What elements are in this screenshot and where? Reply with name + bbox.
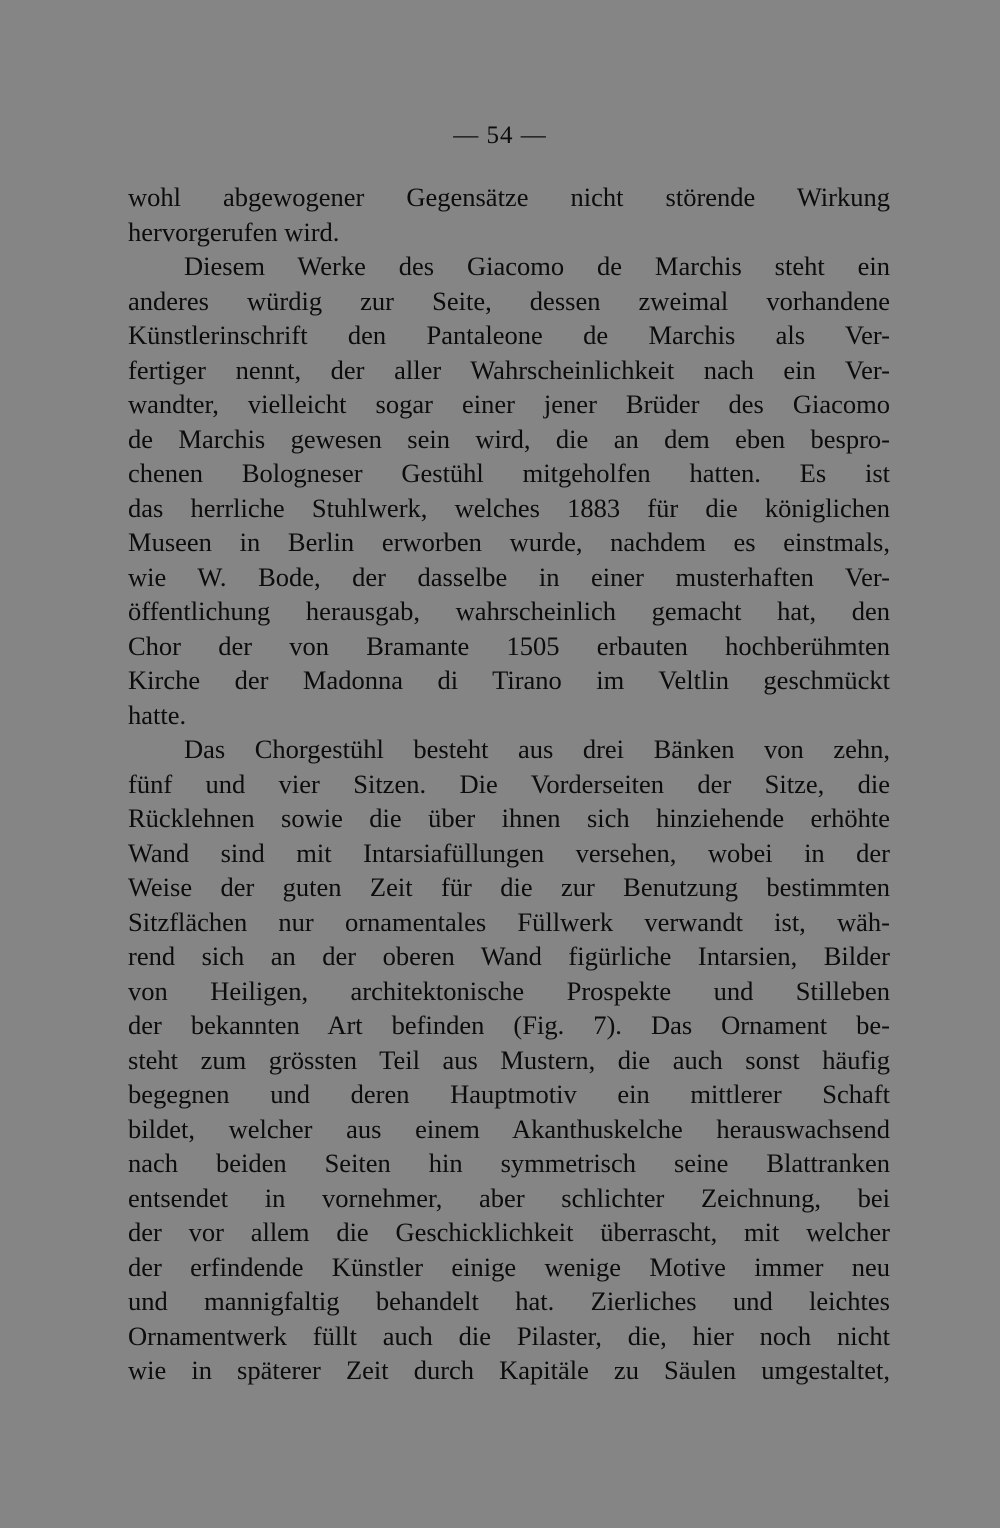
text-line: wie W. Bode, der dasselbe in einer musterhaften Ver- [128, 561, 890, 592]
text-line: und mannigfaltig behandelt hat. Zierliches und leichtes [128, 1286, 890, 1316]
text-line: öffentlichung herausgab, wahrscheinlich gemacht hat, den [128, 596, 890, 626]
text-line: begegnen und deren Hauptmotiv ein mittlerer Schaft [128, 1079, 890, 1109]
text-line: steht zum grössten Teil aus Mustern, die auch sonst häufig [128, 1044, 890, 1075]
text-line: chenen Bologneser Gestühl mitgeholfen hatten. Es ist [128, 458, 890, 488]
page-number: — 54 — [453, 122, 547, 149]
text-line: Museen in Berlin erworben wurde, nachdem es einstmals, [128, 527, 890, 557]
text-line: das herrliche Stuhlwerk, welches 1883 für die königlichen [128, 492, 890, 523]
text-line: Chor der von Bramante 1505 erbauten hochberühmten [128, 630, 890, 661]
text-line: anderes würdig zur Seite, dessen zweimal vorhandene [128, 285, 890, 316]
text-line: Kirche der Madonna di Tirano im Veltlin geschmückt [128, 665, 890, 695]
text-line: de Marchis gewesen sein wird, die an dem eben bespro- [128, 423, 890, 454]
text-line: fünf und vier Sitzen. Die Vorderseiten der Sitze, die [128, 768, 890, 799]
text-line: bildet, welcher aus einem Akanthuskelche herauswachsend [128, 1113, 890, 1144]
text-line: Wand sind mit Intarsiafüllungen versehen, wobei in der [128, 837, 890, 868]
text-line: der bekannten Art befinden (Fig. 7). Das Ornament be- [128, 1010, 890, 1040]
text-line: wie in späterer Zeit durch Kapitäle zu Säulen umgestaltet, [128, 1355, 890, 1385]
text-line: Künstlerinschrift den Pantaleone de Marchis als Ver- [128, 320, 890, 350]
text-line: Sitzflächen nur ornamentales Füllwerk verwandt ist, wäh- [128, 906, 890, 937]
text-line: wohl abgewogener Gegensätze nicht störende Wirkung [128, 182, 890, 212]
text-line: hatte. [128, 699, 187, 730]
text-line: Das Chorgestühl besteht aus drei Bänken von zehn, [184, 734, 890, 764]
text-line: Ornamentwerk füllt auch die Pilaster, die, hier noch nicht [128, 1320, 890, 1351]
text-line: der vor allem die Geschicklichkeit überrascht, mit welcher [128, 1217, 890, 1247]
text-line: von Heiligen, architektonische Prospekte und Stilleben [128, 975, 890, 1006]
text-line: nach beiden Seiten hin symmetrisch seine Blattranken [128, 1148, 890, 1178]
text-line: wandter, vielleicht sogar einer jener Brüder des Giacomo [128, 389, 890, 419]
text-line: entsendet in vornehmer, aber schlichter Zeichnung, bei [128, 1182, 890, 1213]
text-line: fertiger nennt, der aller Wahrscheinlichkeit nach ein Ver- [128, 354, 890, 385]
text-line: Diesem Werke des Giacomo de Marchis steht ein [184, 251, 890, 281]
text-line: Weise der guten Zeit für die zur Benutzung bestimmten [128, 872, 890, 902]
text-line: rend sich an der oberen Wand figürliche Intarsien, Bilder [128, 941, 890, 971]
text-line: hervorgerufen wird. [128, 216, 340, 247]
body-text [128, 180, 890, 1388]
text-line: der erfindende Künstler einige wenige Motive immer neu [128, 1251, 890, 1282]
text-line: Rücklehnen sowie die über ihnen sich hinziehende erhöhte [128, 803, 890, 833]
